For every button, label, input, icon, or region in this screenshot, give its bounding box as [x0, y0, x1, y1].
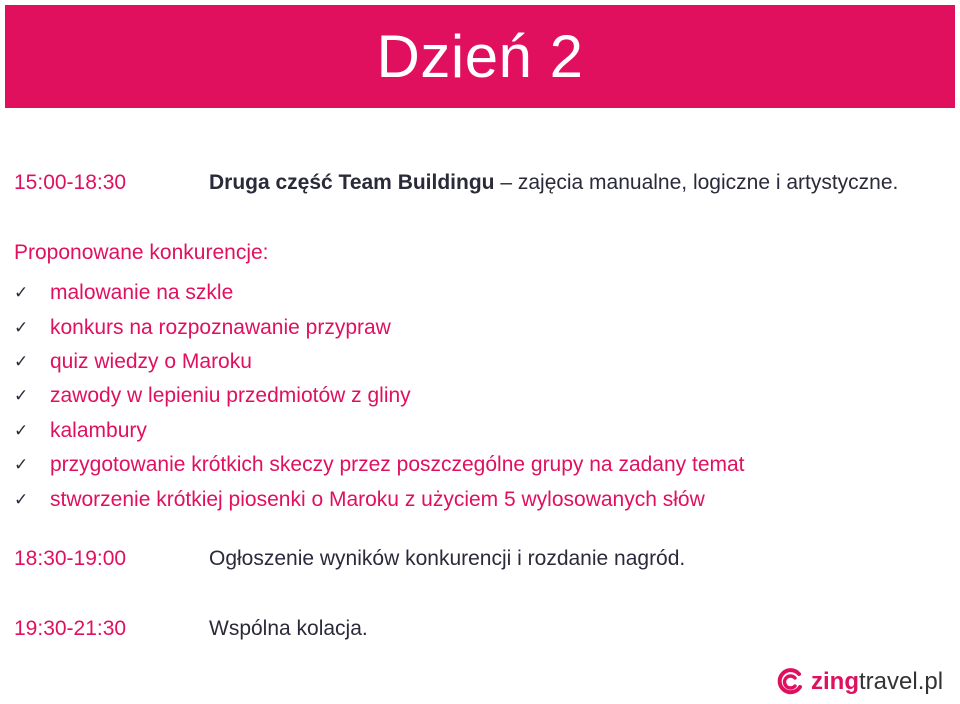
schedule-description-3: Wspólna kolacja.	[209, 617, 368, 640]
checkmark-icon: ✓	[14, 455, 29, 476]
competitions-intro: Proponowane konkurencje:	[14, 241, 269, 264]
list-item	[14, 379, 745, 413]
list-item-text: quiz wiedzy o Maroku	[50, 349, 252, 373]
schedule-description-1	[209, 171, 898, 195]
list-item-text: kalambury	[50, 418, 147, 442]
logo-swirl-icon	[776, 668, 804, 696]
schedule-time-3: 19:30-21:30	[14, 617, 127, 640]
list-item	[14, 448, 745, 482]
list-item	[14, 345, 745, 379]
title-banner	[5, 5, 955, 108]
checkmark-icon: ✓	[14, 420, 29, 441]
checkmark-icon: ✓	[14, 386, 29, 407]
list-item-text: konkurs na rozpoznawanie przypraw	[50, 315, 391, 339]
list-item-text: przygotowanie krótkich skeczy przez poszczególne grupy na zadany temat	[50, 453, 745, 477]
schedule-time-1: 15:00-18:30	[14, 171, 127, 194]
logo-text-travel: travel.pl	[859, 668, 944, 695]
list-item	[14, 414, 745, 448]
checkmark-icon: ✓	[14, 351, 29, 372]
logo-wordmark	[811, 670, 943, 694]
page-title: Dzień 2	[376, 22, 584, 90]
list-item-text: malowanie na szkle	[50, 281, 234, 305]
schedule-title-rest: – zajęcia manualne, logiczne i artystyczne.	[494, 171, 899, 194]
zingtravel-logo	[776, 668, 943, 696]
logo-text-zing: zing	[811, 668, 859, 695]
list-item-text: stworzenie krótkiej piosenki o Maroku z użyciem 5 wylosowanych słów	[50, 487, 705, 511]
checkmark-icon: ✓	[14, 317, 29, 338]
list-item	[14, 276, 745, 310]
list-item-text: zawody w lepieniu przedmiotów z gliny	[50, 384, 411, 408]
schedule-time-2: 18:30-19:00	[14, 547, 127, 570]
schedule-title-bold: Druga część Team Buildingu	[209, 171, 495, 194]
schedule-description-2: Ogłoszenie wyników konkurencji i rozdanie nagród.	[209, 547, 686, 570]
list-item	[14, 482, 745, 516]
competitions-list	[14, 276, 745, 517]
checkmark-icon: ✓	[14, 489, 29, 510]
list-item	[14, 310, 745, 344]
checkmark-icon: ✓	[14, 283, 29, 304]
